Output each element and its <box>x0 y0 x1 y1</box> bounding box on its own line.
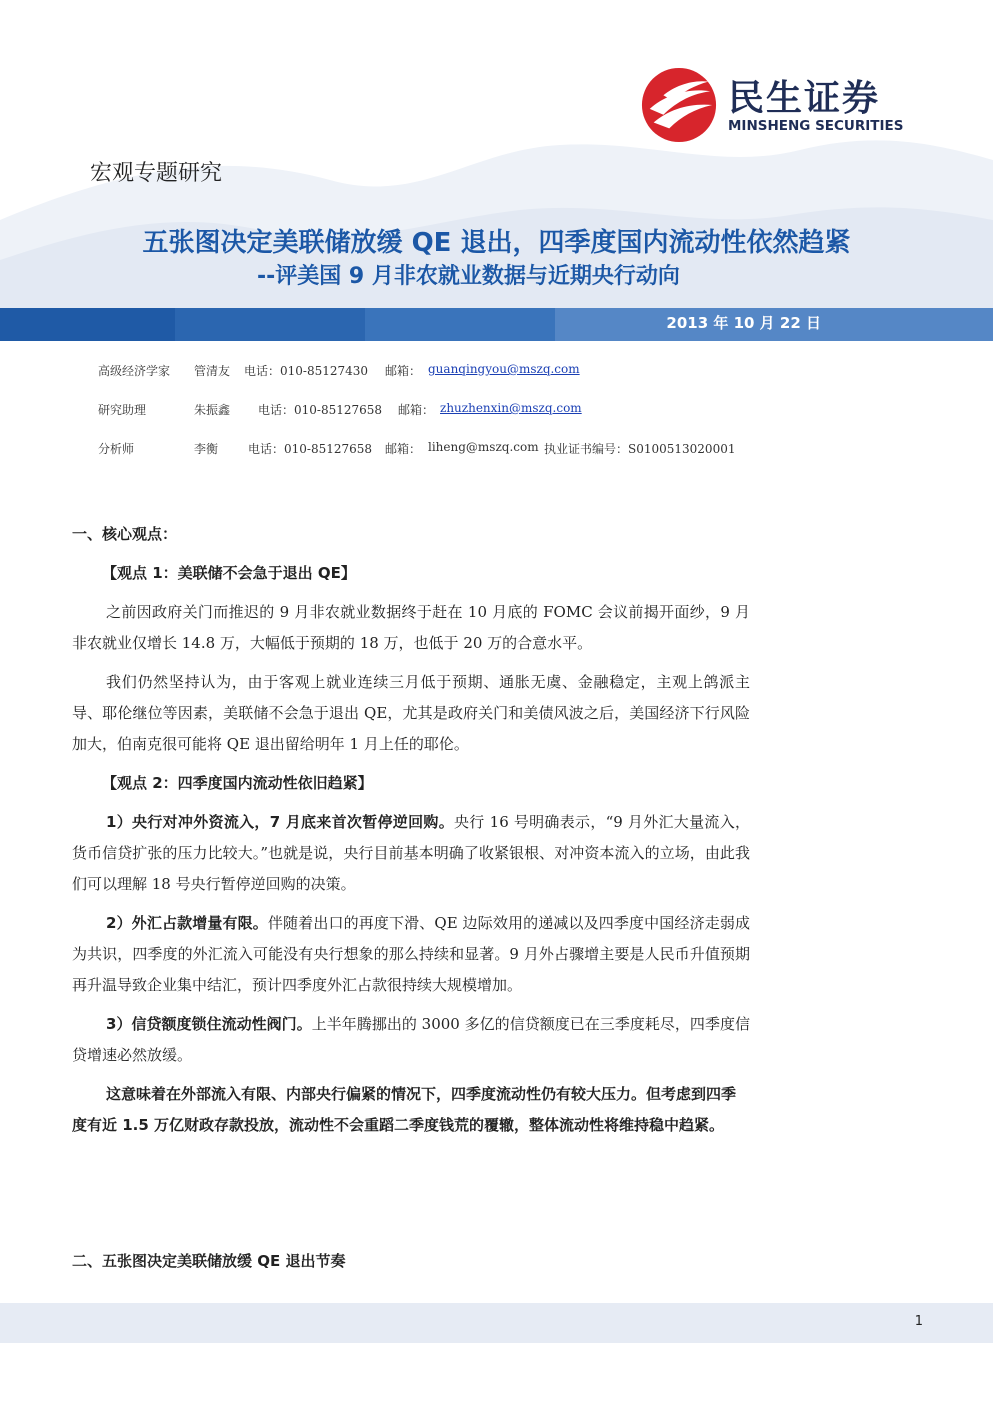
author-name: 管清友 <box>194 364 231 378</box>
logo-name-en: MINSHENG SECURITIES <box>728 118 904 134</box>
page-footer <box>0 1303 993 1343</box>
author-email: liheng@mszq.com <box>428 440 539 454</box>
section-heading: 一、核心观点： <box>72 525 178 543</box>
paragraph-text: 央行 16 号明确表示，“9 月外汇大量流入，货币信贷扩张的压力比较大。”也就是说，央行目前基本明确了收紧银根、对冲资本流入的立场，由此我们可以理解 18 号央行暂停逆回购的决策。 <box>72 813 750 893</box>
author-name: 朱振鑫 <box>194 403 231 417</box>
page-number: 1 <box>914 1314 923 1329</box>
report-date: 2013 年 10 月 22 日 <box>666 314 821 332</box>
author-email-link[interactable]: zhuzhenxin@mszq.com <box>440 401 582 415</box>
report-subtitle: --评美国 9 月非农就业数据与近期央行动向 <box>257 264 680 289</box>
report-title: 五张图决定美联储放缓 QE 退出，四季度国内流动性依然趋紧 <box>142 228 851 258</box>
paragraph <box>72 807 750 900</box>
author-email-label: 邮箱： <box>385 442 422 456</box>
paragraph: 之前因政府关门而推迟的 9 月非农就业数据终于赶在 10 月底的 FOMC 会议前揭开面纱，9 月非农就业仅增长 14.8 万，大幅低于预期的 18 万，也低于 20 万的合意水平。 <box>72 603 750 652</box>
section-heading: 二、五张图决定美联储放缓 QE 退出节奏 <box>72 1252 346 1270</box>
author-role: 研究助理 <box>98 403 147 417</box>
author-email-link[interactable]: guanqingyou@mszq.com <box>428 362 580 376</box>
author-license: 执业证书编号：S0100513020001 <box>544 442 736 456</box>
logo-name-cn: 民生证券 <box>728 78 881 119</box>
paragraph-lead: 3）信贷额度锁住流动性阀门。 <box>106 1015 312 1033</box>
author-email-label: 邮箱： <box>398 403 435 417</box>
author-email-label: 邮箱： <box>385 364 422 378</box>
viewpoint-heading: 【观点 1：美联储不会急于退出 QE】 <box>102 564 356 582</box>
viewpoint-heading: 【观点 2：四季度国内流动性依旧趋紧】 <box>102 774 373 792</box>
company-logo <box>640 66 930 146</box>
date-bar <box>0 308 993 341</box>
paragraph <box>72 908 750 1001</box>
paragraph <box>72 1009 750 1071</box>
author-role: 高级经济学家 <box>98 364 171 378</box>
author-phone: 电话：010-85127430 <box>244 364 369 378</box>
author-phone: 电话：010-85127658 <box>248 442 373 456</box>
paragraph-lead: 1）央行对冲外资流入，7 月底来首次暂停逆回购。 <box>106 813 454 831</box>
paragraph-lead: 2）外汇占款增量有限。 <box>106 914 268 932</box>
report-body <box>72 519 750 1141</box>
author-phone: 电话：010-85127658 <box>258 403 383 417</box>
minsheng-logo-icon <box>640 66 718 144</box>
report-category: 宏观专题研究 <box>90 161 223 186</box>
paragraph: 我们仍然坚持认为，由于客观上就业连续三月低于预期、通胀无虞、金融稳定，主观上鸽派主导、耶伦继位等因素，美联储不会急于退出 QE，尤其是政府关门和美债风波之后，美国经济下行风险加大，伯南克很可能将 QE 退出留给明年 1 月上任的耶伦。 <box>72 673 750 753</box>
paragraph-text: 伴随着出口的再度下滑、QE 边际效用的递减以及四季度中国经济走弱成为共识，四季度的外汇流入可能没有央行想象的那么持续和显著。9 月外占骤增主要是人民币升值预期再升温导致企业集中结汇，预计四季度外汇占款很持续大规模增加。 <box>72 914 750 994</box>
author-name: 李衡 <box>194 442 219 456</box>
paragraph-text: 上半年腾挪出的 3000 多亿的信贷额度已在三季度耗尽，四季度信贷增速必然放缓。 <box>72 1015 750 1064</box>
conclusion-paragraph: 这意味着在外部流入有限、内部央行偏紧的情况下，四季度流动性仍有较大压力。但考虑到四季度有近 1.5 万亿财政存款投放，流动性不会重蹈二季度钱荒的覆辙，整体流动性将维持稳中趋紧。 <box>72 1085 737 1134</box>
author-role: 分析师 <box>98 442 135 456</box>
